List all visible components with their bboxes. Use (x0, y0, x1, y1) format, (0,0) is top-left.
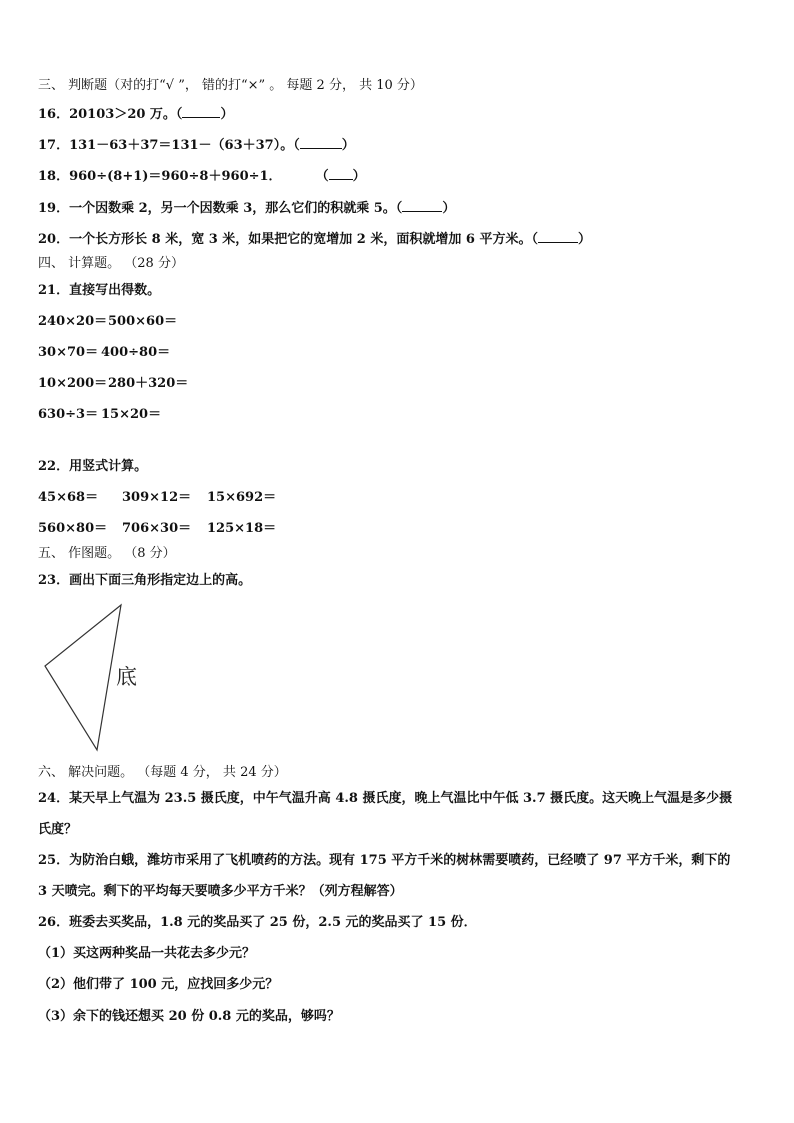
triangle-base-label: 底 (116, 665, 137, 689)
question-16: 16．20103＞20 万。（ ） (38, 107, 234, 122)
question-24-line-2: 氏度？ (38, 822, 78, 837)
question-18-text: 18．960÷(8+1)＝960÷8＋960÷1． (38, 169, 282, 184)
calc-item: 309×12＝ (122, 490, 192, 505)
question-24-line-1: 24．某天早上气温为 23.5 摄氏度，中午气温升高 4.8 摄氏度，晚上气温比中午低 3.7 摄氏度。这天晚上气温是多少摄 (38, 791, 733, 806)
question-16-text: 16．20103＞20 万。（ (38, 107, 183, 122)
question-26-part-1: （1）买这两种奖品一共花去多少元？ (38, 946, 256, 961)
question-25-line-1: 25．为防治白蛾，潍坊市采用了飞机喷药的方法。现有 175 平方千米的树林需要喷药，已经喷了 97 平方千米，剩下的 (38, 853, 731, 868)
question-26-part-3: （3）余下的钱还想买 20 份 0.8 元的奖品，够吗？ (38, 1009, 340, 1024)
calc-item: 240×20＝ (38, 314, 108, 329)
section-4-heading: 四、 计算题。 （28 分） (38, 256, 184, 271)
section-5-heading: 五、 作图题。 （8 分） (38, 546, 176, 561)
calc-item: 706×30＝ (122, 521, 192, 536)
calc-item: 30×70＝ (38, 345, 99, 360)
calc-item: 630÷3＝ (38, 407, 99, 422)
calc-item: 15×20＝ (101, 407, 162, 422)
question-17: 17．131－63＋37＝131－（63＋37）。（ ） (38, 138, 355, 153)
calc-item: 280＋320＝ (108, 376, 189, 391)
calc-item: 45×68＝ (38, 490, 99, 505)
calc-item: 15×692＝ (207, 490, 277, 505)
question-23: 23．画出下面三角形指定边上的高。 (38, 573, 252, 588)
question-18: 18．960÷(8+1)＝960÷8＋960÷1． （ ） (38, 169, 366, 184)
question-25-line-2: 3 天喷完。剩下的平均每天要喷多少平方千米？（列方程解答） (38, 884, 403, 899)
question-20-text: 20．一个长方形长 8 米，宽 3 米，如果把它的宽增加 2 米，面积就增加 6 平方米。（ (38, 232, 538, 247)
question-19: 19．一个因数乘 2，另一个因数乘 3，那么它们的积就乘 5。（ ） (38, 201, 456, 216)
question-17-text: 17．131－63＋37＝131－（63＋37）。（ (38, 138, 300, 153)
calc-item: 400÷80＝ (101, 345, 171, 360)
calc-item: 125×18＝ (207, 521, 277, 536)
question-22: 22．用竖式计算。 (38, 459, 148, 474)
question-26-part-2: （2）他们带了 100 元，应找回多少元？ (38, 977, 279, 992)
calc-item: 500×60＝ (108, 314, 178, 329)
calc-item: 10×200＝ (38, 376, 108, 391)
question-21: 21．直接写出得数。 (38, 283, 161, 298)
triangle-shape (45, 605, 121, 750)
question-19-text: 19．一个因数乘 2，另一个因数乘 3，那么它们的积就乘 5。（ (38, 201, 403, 216)
calc-item: 560×80＝ (38, 521, 108, 536)
section-3-heading: 三、 判断题（对的打“√ ”， 错的打“×” 。 每题 2 分， 共 10 分） (38, 78, 423, 93)
question-26: 26．班委去买奖品，1.8 元的奖品买了 25 份，2.5 元的奖品买了 15 份． (38, 915, 477, 930)
section-6-heading: 六、 解决问题。 （每题 4 分， 共 24 分） (38, 765, 287, 780)
question-20: 20．一个长方形长 8 米，宽 3 米，如果把它的宽增加 2 米，面积就增加 6 平方米。（ ） (38, 232, 591, 247)
